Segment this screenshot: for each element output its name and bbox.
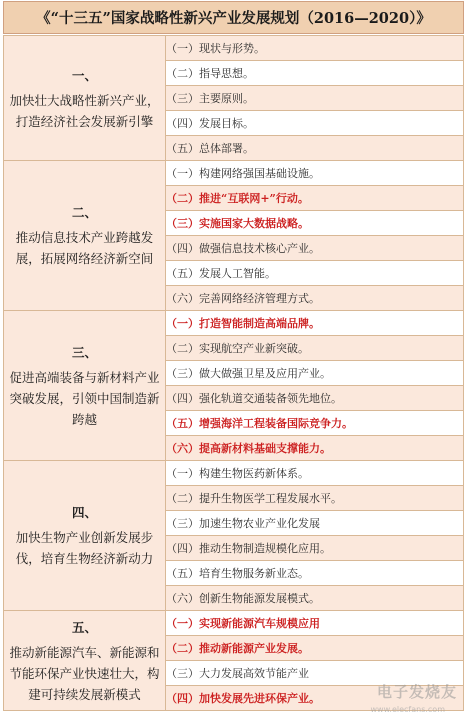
table-row	[4, 311, 464, 336]
section-number: 三、	[71, 344, 97, 360]
section-cell	[4, 311, 166, 461]
section-number: 四、	[71, 505, 97, 520]
list-item: （二）指导思想。	[166, 61, 464, 86]
list-item: （五）总体部署。	[166, 136, 464, 161]
section-cell	[4, 161, 166, 311]
watermark-url: www.elecfans.com	[370, 705, 445, 714]
list-item: （三）主要原则。	[166, 86, 464, 111]
plan-table	[3, 35, 464, 711]
list-item: （二）推进“互联网+”行动。	[166, 186, 464, 211]
section-cell	[4, 36, 166, 161]
list-item: （五）发展人工智能。	[166, 261, 464, 286]
section-cell	[4, 611, 166, 711]
list-item: （五）培育生物服务新业态。	[166, 561, 464, 586]
watermark-text: 电子发烧友	[376, 683, 457, 701]
list-item: （三）加速生物农业产业化发展	[166, 511, 464, 536]
list-item: （二）推动新能源产业发展。	[166, 636, 464, 661]
list-item: （六）创新生物能源发展模式。	[166, 586, 464, 611]
list-item: （一）实现新能源汽车规模应用	[166, 611, 464, 636]
section-cell	[4, 461, 166, 611]
list-item: （四）加快发展先进环保产业。	[166, 686, 464, 711]
table-row	[4, 611, 464, 636]
section-title: 加快壮大战略性新兴产业，打造经济社会发展新引擎	[9, 92, 160, 129]
list-item: （二）提升生物医学工程发展水平。	[166, 486, 464, 511]
list-item: （六）完善网络经济管理方式。	[166, 286, 464, 311]
section-title: 促进高端装备与新材料产业突破发展，引领中国制造新跨越	[9, 369, 160, 427]
list-item: （二）实现航空产业新突破。	[166, 336, 464, 361]
list-item: （一）构建生物医药新体系。	[166, 461, 464, 486]
list-item: （六）提高新材料基础支撑能力。	[166, 436, 464, 461]
section-number: 五、	[71, 619, 97, 635]
watermark-logo	[377, 681, 457, 702]
list-item: （四）发展目标。	[166, 111, 464, 136]
section-number: 一、	[71, 67, 97, 83]
list-item: （三）做大做强卫星及应用产业。	[166, 361, 464, 386]
list-item: （五）增强海洋工程装备国际竞争力。	[166, 411, 464, 436]
table-row	[4, 36, 464, 61]
table-row	[4, 161, 464, 186]
list-item: （四）做强信息技术核心产业。	[166, 236, 464, 261]
list-item: （四）强化轨道交通装备领先地位。	[166, 386, 464, 411]
section-number: 二、	[71, 205, 97, 220]
section-title: 推动新能源汽车、新能源和节能环保产业快速壮大，构建可持续发展新模式	[9, 644, 160, 702]
list-item: （四）推动生物制造规模化应用。	[166, 536, 464, 561]
table-title: 《“十三五”国家战略性新兴产业发展规划（2016—2020）》	[3, 1, 464, 34]
section-title: 推动信息技术产业跨越发展，拓展网络经济新空间	[15, 230, 154, 266]
list-item: （一）打造智能制造高端品牌。	[166, 311, 464, 336]
list-item: （三）实施国家大数据战略。	[166, 211, 464, 236]
list-item: （三）大力发展高效节能产业	[166, 661, 464, 686]
section-title: 加快生物产业创新发展步伐，培育生物经济新动力	[15, 530, 154, 566]
list-item: （一）现状与形势。	[166, 36, 464, 61]
list-item: （一）构建网络强国基础设施。	[166, 161, 464, 186]
table-row	[4, 461, 464, 486]
